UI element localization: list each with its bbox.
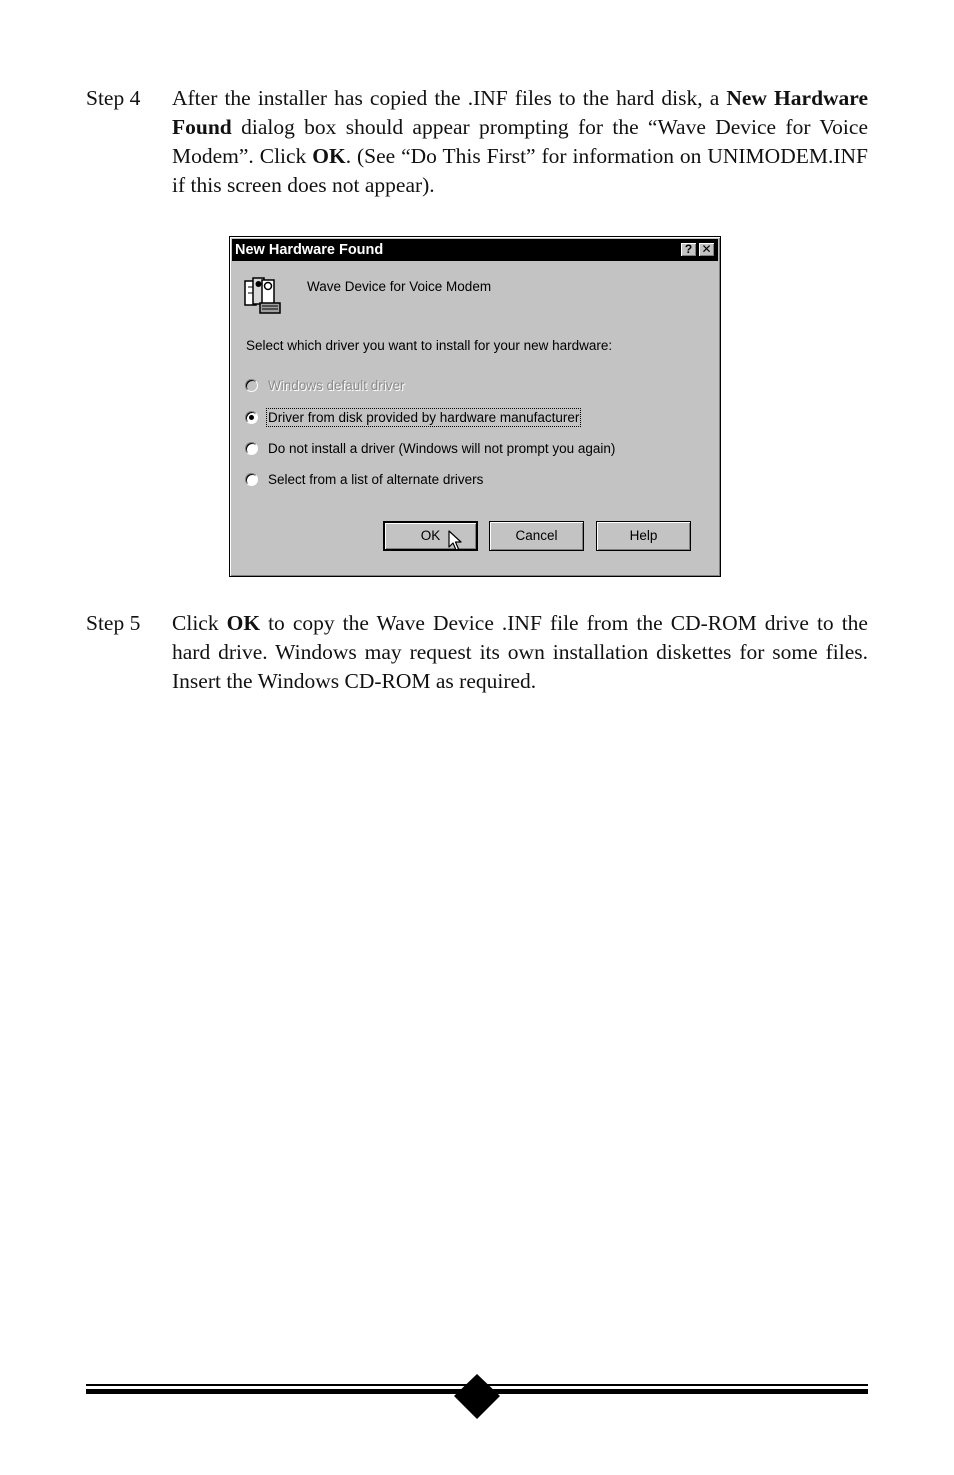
radio-button[interactable] (245, 473, 258, 486)
option-label: Driver from disk provided by hardware manufacturer (268, 410, 580, 425)
option-label: Select from a list of alternate drivers (268, 472, 484, 487)
step-5-text: Click OK to copy the Wave Device .INF file from the CD-ROM drive to the hard drive. Windows may request its own installation diskettes for some files. Insert the Windows CD-ROM as required. (172, 611, 868, 693)
title-help-button[interactable]: ? (680, 242, 697, 257)
cancel-button[interactable]: Cancel (489, 521, 584, 551)
option-label: Do not install a driver (Windows will not prompt you again) (268, 441, 616, 456)
radio-button[interactable] (245, 442, 258, 455)
step-5-label: Step 5 (86, 611, 141, 635)
title-close-button[interactable]: ✕ (698, 242, 715, 257)
dialog-title: New Hardware Found (235, 242, 384, 258)
ok-button[interactable]: OK (383, 521, 478, 551)
new-hardware-found-dialog (229, 236, 721, 577)
mouse-pointer-icon (448, 530, 464, 554)
step-4 (86, 84, 868, 200)
help-button[interactable]: Help (596, 521, 691, 551)
hardware-device-icon (242, 275, 284, 317)
option-label: Windows default driver (268, 378, 405, 393)
step-4-label: Step 4 (86, 86, 141, 110)
step-5 (86, 609, 868, 696)
driver-prompt: Select which driver you want to install for your new hardware: (246, 338, 613, 353)
radio-button[interactable] (245, 379, 258, 392)
dialog-titlebar (232, 239, 718, 261)
device-name: Wave Device for Voice Modem (307, 279, 492, 294)
radio-button-selected[interactable] (245, 411, 258, 424)
footer-divider (86, 1370, 868, 1420)
step-4-text: After the installer has copied the .INF files to the hard disk, a New Hardware Found dialog box should appear prompting for the “Wave Device for Voice Modem”. Click OK. (See “Do This First” for information on UNIMODEM.INF if this screen does not appear). (172, 86, 868, 197)
